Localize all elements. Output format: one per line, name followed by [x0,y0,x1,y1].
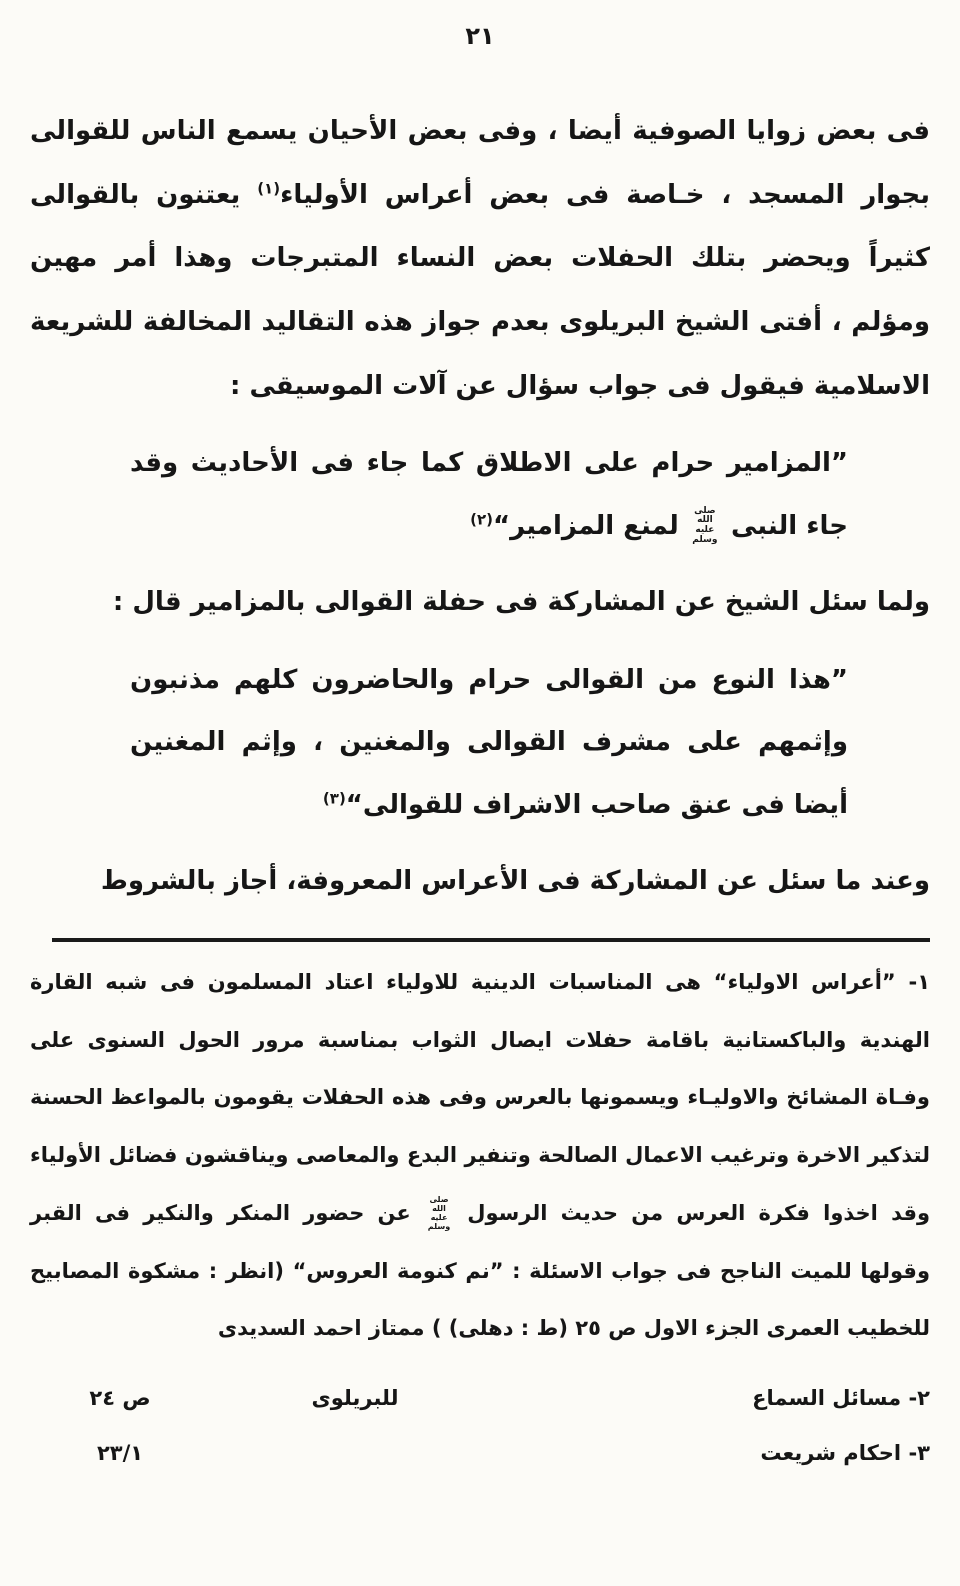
footnote-2 [30,1384,930,1413]
footnote-2-marker: ٢- [908,1386,930,1411]
page-number: ٢١ [465,22,495,50]
footnote-ref-2: (٢) [470,510,494,529]
footnote-3-title [500,1439,930,1468]
paragraph-intro [30,100,930,418]
paragraph-question: ولما سئل الشيخ عن المشاركة فى حفلة القوالى بالمزامير قال : [112,587,930,618]
paragraph-intro-text-b: يعتنون بالقوالى كثيراً ويحضر بتلك الحفلات بعض النساء المتبرجات وهذا أمر مهين ومؤلم ، أفتى الشيخ البريلوى بعدم جواز هذه التقاليد المخالفة للشريعة الاسلامية فيقول فى جواب سؤال عن آلات الموسيقى : [30,179,930,401]
footnote-1-marker: ١- [908,969,931,994]
paragraph-closing: وعند ما سئل عن المشاركة فى الأعراس المعروفة، أجاز بالشروط [100,866,930,897]
footnotes-section [30,938,930,1469]
footnote-2-page-ref: ص ٢٤ [89,1386,151,1411]
quotation-mazamir-text-b: لمنع المزامير“ [493,510,679,541]
quotation-qawwali-haram-text: ”هذا النوع من القوالى حرام والحاضرون كلهم مذنبون وإثمهم على مشرف القوالى والمغنين ، وإثم المغنين أيضا فى عنق صاحب الاشراف للقوالى“ [130,664,848,820]
footnote-2-author: للبريلوى [311,1386,399,1411]
footnote-ref-1: (١) [257,179,281,198]
paragraph-intro-text-a: فى بعض زوايا الصوفية أيضا ، وفى بعض الأحيان يسمع الناس للقوالى بجوار المسجد ، خـاصة فى بعض أعراس الأولياء [30,116,930,210]
footnote-2-book-name: مسائل السماع [752,1386,902,1411]
footnote-1 [30,954,930,1358]
footnote-2-title [500,1384,930,1413]
footnote-ref-3: (٣) [322,789,346,808]
footnote-1-text-a: ”أعراس الاولياء“ هى المناسبات الدينية للاولياء اعتاد المسلمون فى شبه القارة الهندية والباكستانية باقامة حفلات ايصال الثواب بمناسبة مرور الحول السنوى على وفـاة المشائخ والاوليـاء ويسمونها بالعرس وفى هذه الحفلات يقومون بالمواعظ الحسنة لتذكير الاخرة وترغيب الاعمال الصالحة وتنفير البدع والمعاصى ويناقشون فضائل الأولياء وقد اخذوا فكرة العرس من حديث الرسول [30,969,931,1225]
main-text-block [30,100,930,914]
footnote-3 [30,1439,930,1468]
quotation-qawwali-haram [130,649,848,836]
footnote-3-book-name: احكام شريعت [760,1441,902,1466]
quotation-mazamir [130,432,848,557]
footnote-separator-rule [52,938,930,942]
sallallahu-alayhi-wasallam-symbol: صلى الله عليه وسلم [427,1195,451,1231]
quotation-mazamir-text-a: ”المزامير حرام على الاطلاق كما جاء فى الأحاديث وقد جاء النبى [130,448,848,541]
footnote-3-page-ref: ٢٣/١ [96,1441,144,1466]
sallallahu-alayhi-wasallam-symbol: صلى الله عليه وسلم [692,505,718,546]
footnote-1-text-b: عن حضور المنكر والنكير فى القبر وقولها للميت الناجح فى جواب الاسئلة : ”نم كنومة العروس“ (انظر : مشكوة المصابيح للخطيب العمرى الجزء الاول ص ٢٥ (ط : دهلى) ) ممتاز احمد السديدى [30,1200,930,1341]
footnote-3-marker: ٣- [908,1441,930,1466]
